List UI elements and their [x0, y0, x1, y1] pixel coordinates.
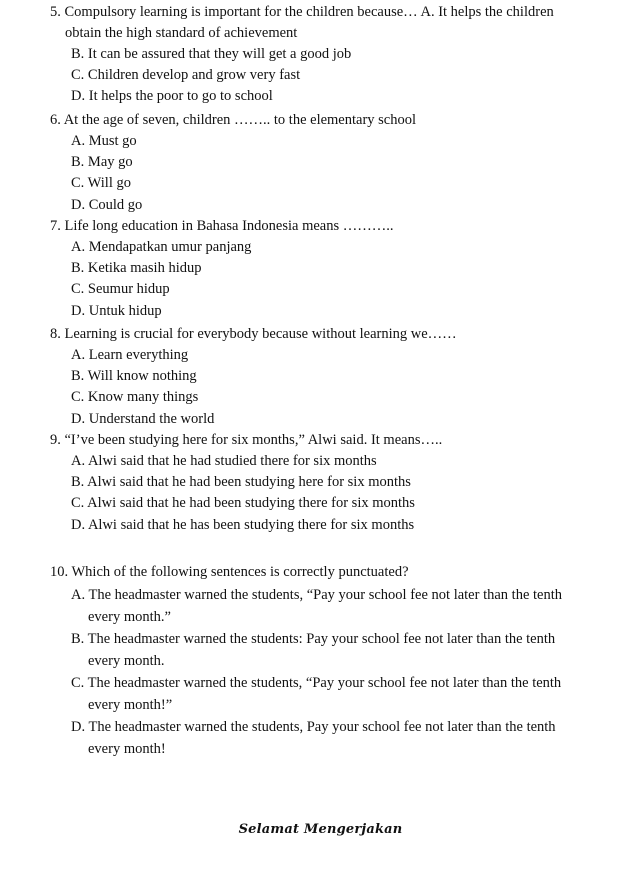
question-text: “I’ve been studying here for six months,” Alwi said. It means…..: [64, 432, 443, 448]
option-letter: C.: [71, 495, 85, 512]
question-stem: [50, 430, 580, 451]
option-text: May go: [87, 154, 133, 171]
question-number: 8.: [50, 326, 61, 342]
option-b: [71, 44, 580, 65]
option-d: [71, 195, 580, 216]
option-letter: D.: [71, 719, 86, 735]
option-letter: C.: [71, 281, 85, 298]
option-c: [71, 173, 580, 194]
option-text: Understand the world: [88, 410, 215, 427]
option-letter: C.: [71, 389, 85, 406]
option-letter: B.: [71, 46, 85, 62]
question-stem: [50, 324, 580, 345]
option-text: The headmaster warned the students: Pay your school fee not later than the tenth every month.: [87, 631, 556, 669]
option-letter: C.: [71, 67, 85, 84]
option-text: Ketika masih hidup: [87, 260, 202, 277]
option-c: [71, 493, 580, 514]
option-c: [71, 672, 580, 716]
option-c: [71, 387, 580, 408]
question-number: 10.: [50, 564, 69, 580]
option-d: [71, 409, 580, 430]
option-text: Untuk hidup: [88, 302, 162, 319]
option-letter: A.: [71, 587, 86, 603]
option-d: [71, 301, 580, 322]
option-letter: B.: [71, 368, 85, 385]
option-letter: D.: [71, 302, 86, 319]
option-letter: B.: [71, 260, 85, 277]
option-letter: D.: [71, 88, 86, 105]
option-letter: A.: [71, 133, 86, 149]
option-text: Children develop and grow very fast: [87, 67, 301, 84]
option-text: Alwi said that he had been studying here for six months: [87, 474, 411, 491]
question-9: [50, 430, 580, 536]
option-d: [71, 86, 580, 107]
question-5: [50, 2, 580, 108]
question-text: At the age of seven, children …….. to the elementary school: [63, 112, 417, 128]
option-letter: A.: [71, 239, 86, 255]
option-text: It helps the poor to go to school: [88, 88, 273, 105]
question-stem: [50, 2, 580, 44]
option-text: Mendapatkan umur panjang: [88, 239, 252, 255]
option-d: [71, 515, 580, 536]
question-stem: [50, 216, 580, 237]
option-a: [71, 237, 580, 258]
option-a: [71, 584, 580, 628]
option-letter: C.: [71, 175, 85, 192]
option-text: Will go: [87, 175, 131, 192]
question-7: [50, 216, 580, 322]
question-stem: [50, 110, 580, 131]
option-letter: B.: [71, 631, 85, 647]
option-b: [71, 366, 580, 387]
option-b: [71, 152, 580, 173]
option-c: [71, 279, 580, 300]
question-text: Compulsory learning is important for the children because… A. It helps the children obtain the high standard of achievement: [64, 4, 554, 41]
question-text: Life long education in Bahasa Indonesia means ………..: [64, 218, 394, 234]
question-number: 7.: [50, 218, 61, 234]
option-text: Alwi said that he had studied there for six months: [87, 453, 377, 469]
option-text: The headmaster warned the students, “Pay your school fee not later than the tenth every month!”: [87, 675, 562, 713]
option-text: Alwi said that he had been studying there for six months: [87, 495, 415, 512]
option-c: [71, 65, 580, 86]
option-a: [71, 451, 580, 472]
option-letter: B.: [71, 154, 85, 171]
option-a: [71, 131, 580, 152]
option-text: The headmaster warned the students, Pay your school fee not later than the tenth every month!: [88, 719, 556, 757]
question-number: 5.: [50, 4, 61, 20]
option-a: [71, 345, 580, 366]
closing-message: Selamat Mengerjakan: [238, 822, 403, 837]
option-text: Know many things: [87, 389, 199, 406]
question-number: 6.: [50, 112, 61, 128]
option-b: [71, 472, 580, 493]
option-letter: B.: [71, 474, 85, 491]
option-text: Will know nothing: [87, 368, 197, 385]
option-letter: A.: [71, 453, 86, 469]
option-text: Must go: [88, 133, 137, 149]
question-number: 9.: [50, 432, 61, 448]
option-text: It can be assured that they will get a good job: [87, 46, 352, 62]
option-text: Alwi said that he has been studying there for six months: [87, 516, 415, 533]
option-text: Seumur hidup: [87, 281, 170, 298]
option-letter: D.: [71, 516, 86, 533]
option-d: [71, 716, 580, 760]
option-letter: A.: [71, 347, 86, 363]
option-text: The headmaster warned the students, “Pay your school fee not later than the tenth every month.”: [88, 587, 562, 625]
question-6: [50, 110, 580, 216]
question-text: Learning is crucial for everybody because without learning we……: [64, 326, 457, 342]
option-b: [71, 258, 580, 279]
option-b: [71, 628, 580, 672]
option-text: Learn everything: [88, 347, 189, 363]
option-text: Could go: [88, 196, 143, 213]
question-10: [50, 562, 580, 760]
question-text: Which of the following sentences is correctly punctuated?: [71, 564, 409, 580]
option-letter: C.: [71, 675, 85, 691]
option-letter: D.: [71, 410, 86, 427]
question-8: [50, 324, 580, 430]
question-stem: [50, 562, 580, 583]
option-letter: D.: [71, 196, 86, 213]
